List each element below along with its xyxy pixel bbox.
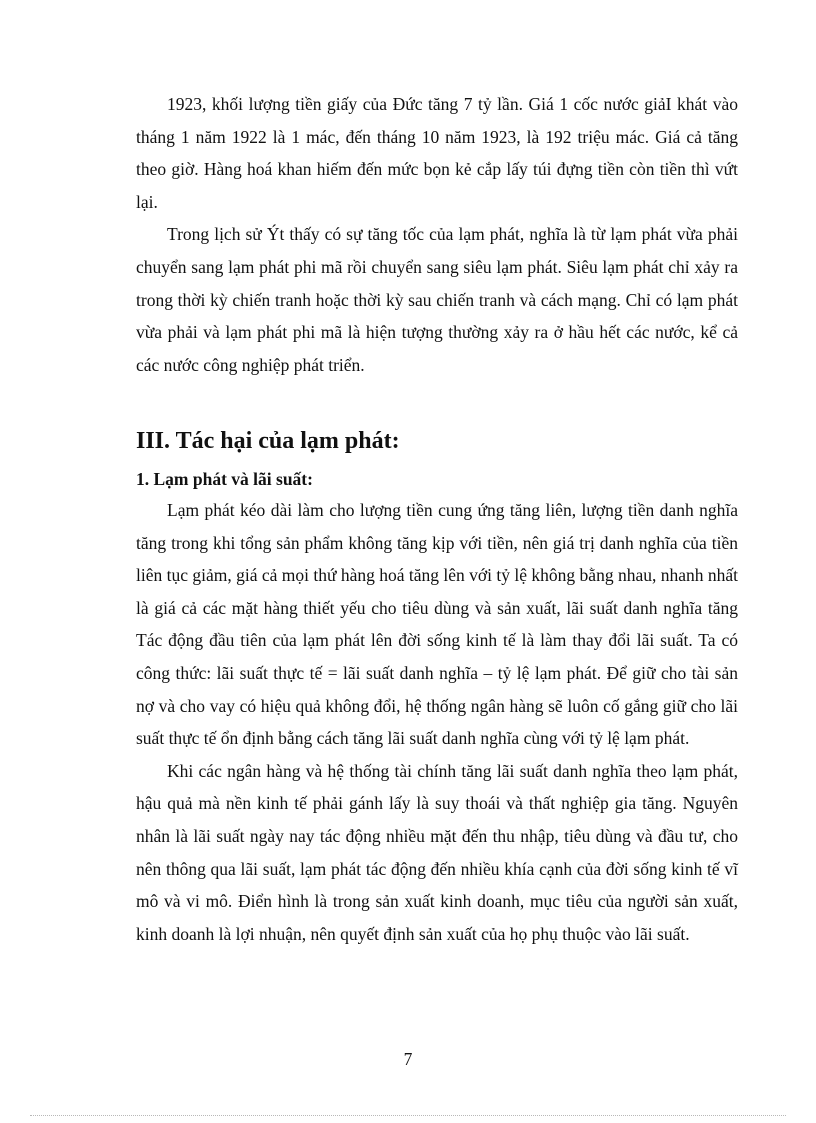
paragraph-inflation-history: Trong lịch sử Ýt thấy có sự tăng tốc của lạm phát, nghĩa là từ lạm phát vừa phải chuyển sang lạm phát phi mã rồi chuyển sang siêu lạm phát. Siêu lạm phát chỉ xảy ra trong thời kỳ chiến tranh hoặc thời kỳ sau chiến tranh và cách mạng. Chỉ có lạm phát vừa phải và lạm phát phi mã là hiện tượng thường xảy ra ở hầu hết các nước, kể cả các nước công nghiệp phát triển. bbox=[136, 224, 738, 375]
intro-text-block bbox=[136, 88, 738, 381]
section-heading: III. Tác hại của lạm phát: bbox=[136, 428, 400, 454]
page-number: 7 bbox=[403, 1049, 413, 1069]
paragraph-germany-inflation: 1923, khối lượng tiền giấy của Đức tăng 7 tỷ lần. Giá 1 cốc nước giảI khát vào tháng 1 năm 1922 là 1 mác, đến tháng 10 năm 1923, là 192 triệu mác. Giá cả tăng theo giờ. Hàng hoá khan hiếm đến mức bọn kẻ cắp lấy túi đựng tiền còn tiền thì vứt lại. bbox=[136, 94, 738, 212]
subsection-heading: 1. Lạm phát và lãi suất: bbox=[136, 469, 313, 489]
footer-divider bbox=[30, 1115, 786, 1116]
paragraph-inflation-interest: Lạm phát kéo dài làm cho lượng tiền cung ứng tăng liên, lượng tiền danh nghĩa tăng trong khi tổng sản phẩm không tăng kịp với tiền, nên giá trị danh nghĩa của tiền liên tục giảm, giá cả mọi thứ hàng hoá tăng lên với tỷ lệ không bằng nhau, nhanh nhất là giá cả các mặt hàng thiết yếu cho tiêu dùng và sản xuất, lãi suất danh nghĩa tăng Tác động đầu tiên của lạm phát lên đời sống kinh tế là làm thay đổi lãi suất. Ta có công thức: lãi suất thực tế = lãi suất danh nghĩa – tỷ lệ lạm phát. Để giữ cho tài sản nợ và cho vay có hiệu quả không đổi, hệ thống ngân hàng sẽ luôn cố gắng giữ cho lãi suất thực tế ổn định bằng cách tăng lãi suất danh nghĩa cùng với tỷ lệ lạm phát. bbox=[136, 500, 738, 749]
section-text-block bbox=[136, 494, 738, 950]
paragraph-recession: Khi các ngân hàng và hệ thống tài chính tăng lãi suất danh nghĩa theo lạm phát, hậu quả mà nền kinh tế phải gánh lấy là suy thoái và thất nghiệp gia tăng. Nguyên nhân là lãi suất ngày nay tác động nhiều mặt đến thu nhập, tiêu dùng và đầu tư, cho nên thông qua lãi suất, lạm phát tác động đến nhiều khía cạnh của đời sống kinh tế vĩ mô và vi mô. Điển hình là trong sản xuất kinh doanh, mục tiêu của người sản xuất, kinh doanh là lợi nhuận, nên quyết định sản xuất của họ phụ thuộc vào lãi suất. bbox=[136, 760, 738, 944]
